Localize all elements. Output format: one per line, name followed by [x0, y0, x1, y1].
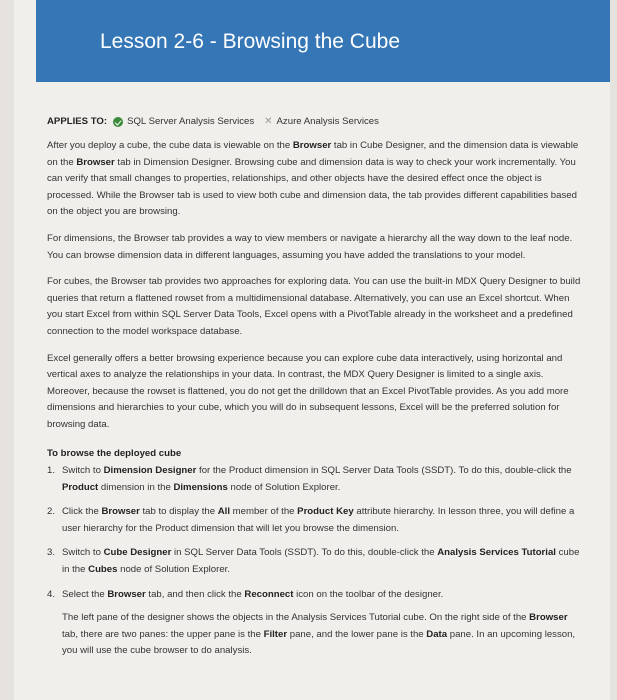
article-body	[47, 114, 583, 668]
paragraph-excel: Excel generally offers a better browsing experience because you can explore cube data interactively, using horizontal and vertical axes to analyze the relationships in your data. In contrast, the MDX Query Designer is limited to a single axis. Moreover, because the rowset is flattened, you do not get the drilldown that an Excel PivotTable provides. As you add more dimensions and hierarchies to your cube, which you will do in subsequent lessons, Excel will be the preferred solution for browsing data.	[47, 352, 569, 430]
paragraph-cubes: For cubes, the Browser tab provides two approaches for exploring data. You can use the built-in MDX Query Designer to build queries that return a flattened rowset from a multidimensional database. Alternatively, you can use an Excel shortcut. When you start Excel from within SQL Server Data Tools, Excel opens with a PivotTable already in the worksheet and a predefined connection to the model workspace database.	[47, 276, 581, 337]
paragraph-intro: After you deploy a cube, the cube data is viewable on the Browser tab in Cube Designer, and the dimension data is viewable on the Browser tab in Dimension Designer. Browsing cube and dimension data is way to check your work incrementally. You can verify that small changes to properties, relationships, and other objects have the desired effect once the object is processed. While the Browser tab is used to view both cube and dimension data, the tab provides different capabilities based on the object you are browsing.	[47, 140, 579, 218]
procedure-steps	[47, 463, 583, 660]
step-item: 3. Switch to Cube Designer in SQL Server Data Tools (SSDT). To do this, double-click the Analysis Services Tutorial cube in the Cubes node of Solution Explorer.	[47, 547, 580, 576]
applies-product-no: Azure Analysis Services	[276, 115, 379, 127]
title-banner	[36, 0, 610, 82]
checkmark-icon	[113, 117, 123, 127]
applies-to-row	[47, 114, 583, 130]
paragraph-dimensions: For dimensions, the Browser tab provides a way to view members or navigate a hierarchy all the way down to the leaf node. You can browse dimension data in different languages, assuming you have added the translations to your model.	[47, 232, 573, 261]
applies-product-yes: SQL Server Analysis Services	[127, 115, 255, 127]
step-item: 1. Switch to Dimension Designer for the Product dimension in SQL Server Data Tools (SSDT). To do this, double-click the Product dimension in the Dimensions node of Solution Explorer.	[47, 465, 572, 493]
procedure-heading: To browse the deployed cube	[47, 447, 182, 459]
step-item: 2. Click the Browser tab to display the All member of the Product Key attribute hierarchy. In lesson three, you will define a user hierarchy for the Product dimension that will let you browse the dimension.	[47, 506, 575, 534]
step-item: 4. Select the Browser tab, and then click the Reconnect icon on the toolbar of the designer. The left pane of the designer shows the objects in the Analysis Services Tutorial cube. On the right side of the Browser tab, there are two panes: the upper pane is the Filter pane, and the lower pane is the Data pane. In an upcoming lesson, you will use the cube browser to do analysis.	[47, 587, 583, 660]
page-title: Lesson 2-6 - Browsing the Cube	[100, 30, 400, 53]
applies-to-label: APPLIES TO:	[47, 115, 108, 127]
step-note: The left pane of the designer shows the objects in the Analysis Services Tutorial cube. On the right side of the Browser tab, there are two panes: the upper pane is the Filter pane, and the lower pane is the Data pane. In an upcoming lesson, you will use the cube browser to do analysis.	[62, 612, 576, 657]
x-mark-icon: ✕	[264, 115, 273, 127]
